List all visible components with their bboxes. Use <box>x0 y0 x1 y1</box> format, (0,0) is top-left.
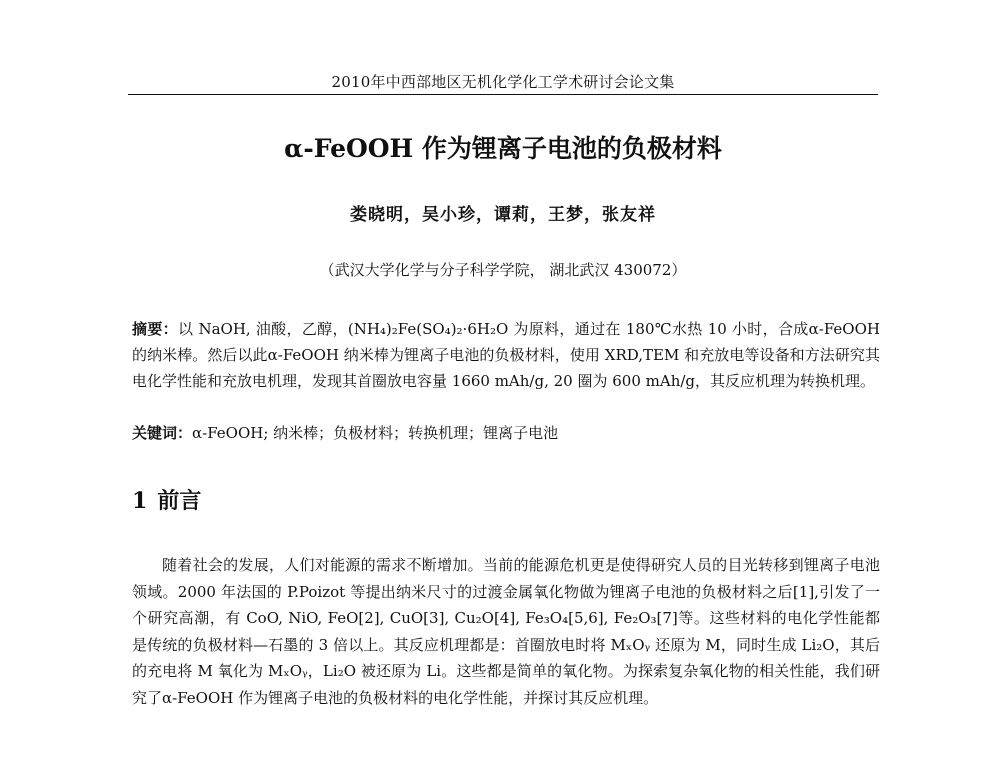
section-heading-introduction <box>132 486 201 516</box>
keywords-text: α-FeOOH; 纳米棒；负极材料；转换机理；锂离子电池 <box>192 424 559 442</box>
section-number: 1 <box>132 488 148 514</box>
abstract <box>132 316 880 394</box>
abstract-text: 以 NaOH, 油酸，乙醇，(NH₄)₂Fe(SO₄)₂·6H₂O 为原料，通过在 180℃水热 10 小时，合成α-FeOOH 的纳米棒。然后以此α-FeOOH 纳米棒为锂离子电池的负极材料，使用 XRD,TEM 和充放电等设备和方法研究其电化学性能和充放电机理，发现其首圈放电容量 1660 mAh/g, 20 圈为 600 mAh/g，其反应机理为转换机理。 <box>132 320 880 390</box>
introduction-paragraph: 随着社会的发展，人们对能源的需求不断增加。当前的能源危机更是使得研究人员的目光转移到锂离子电池领域。2000 年法国的 P.Poizot 等提出纳米尺寸的过渡金属氧化物做为锂离子电池的负极材料之后[1],引发了一个研究高潮，有 CoO, NiO, FeO[2], CuO[3], Cu₂O[4], Fe₃O₄[5,6], Fe₂O₃[7]等。这些材料的电化学性能都是传统的负极材料—石墨的 3 倍以上。其反应机理都是：首圈放电时将 MₓOᵧ 还原为 M，同时生成 Li₂O，其后的充电将 M 氧化为 MₓOᵧ，Li₂O 被还原为 Li。这些都是简单的氧化物。为探索复杂氧化物的相关性能，我们研究了α-FeOOH 作为锂离子电池的负极材料的电化学性能，并探讨其反应机理。 <box>132 556 880 707</box>
keywords <box>132 420 880 446</box>
paper-title: α-FeOOH 作为锂离子电池的负极材料 <box>284 134 722 163</box>
running-header: 2010年中西部地区无机化学化工学术研讨会论文集 <box>331 73 675 91</box>
abstract-label: 摘要： <box>132 320 179 338</box>
affiliation: （武汉大学化学与分子科学学院， 湖北武汉 430072） <box>319 261 687 279</box>
keywords-label: 关键词： <box>132 424 193 442</box>
authors: 娄晓明，吴小珍，谭莉，王梦，张友祥 <box>350 205 656 225</box>
header-rule <box>128 94 878 95</box>
section-title: 前言 <box>157 488 202 514</box>
